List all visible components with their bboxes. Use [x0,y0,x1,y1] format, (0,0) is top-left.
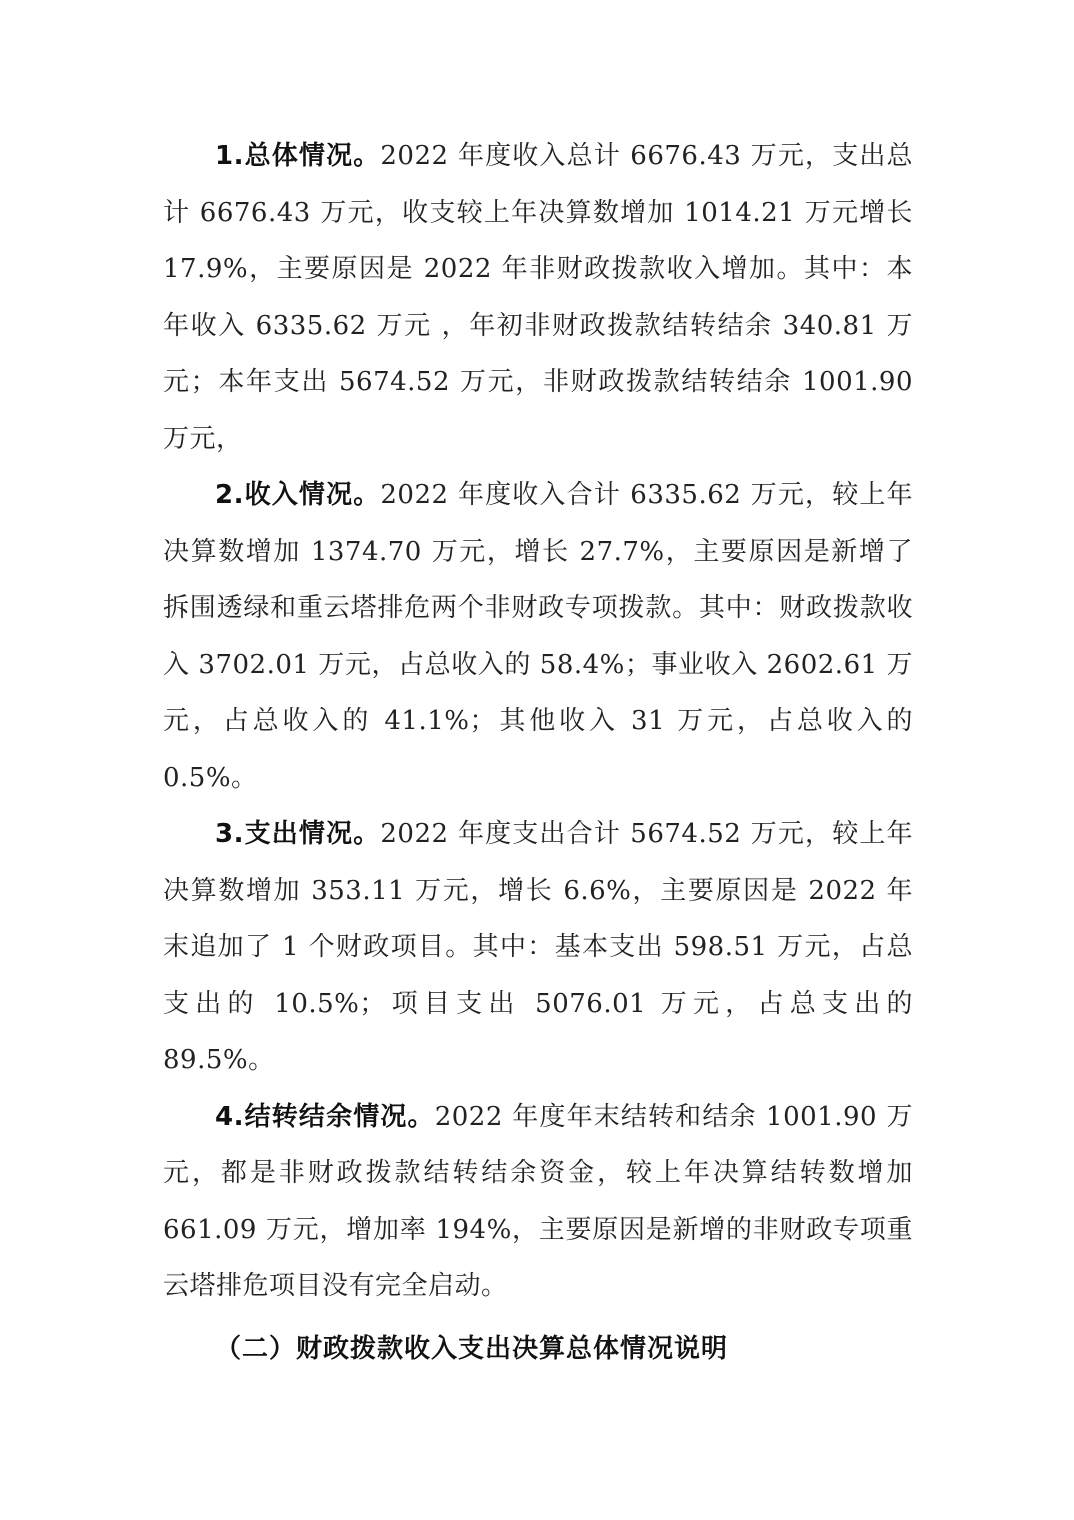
paragraph-overall [163,128,913,467]
paragraph-carryover [163,1089,913,1315]
paragraph-heading-expenditure: 3.支出情况。 [215,819,381,849]
paragraph-heading-overall: 1.总体情况。 [215,141,381,171]
paragraph-text-income: 2022 年度收入合计 6335.62 万元，较上年决算数增加 1374.70 万元，增长 27.7%，主要原因是新增了拆围透绿和重云塔排危两个非财政专项拨款。其中：财政拨款收入 3702.01 万元，占总收入的 58.4%；事业收入 2602.61 万元，占总收入的 41.1%；其他收入 31 万元，占总收入的 0.5%。 [163,480,914,793]
subsection-title: （二）财政拨款收入支出决算总体情况说明 [215,1333,729,1364]
paragraph-text-expenditure: 2022 年度支出合计 5674.52 万元，较上年决算数增加 353.11 万元，增长 6.6%，主要原因是 2022 年末追加了 1 个财政项目。其中：基本支出 598.51 万元，占总支出的 10.5%；项目支出 5076.01 万元，占总支出的 89.5%。 [163,819,914,1075]
paragraph-income [163,467,913,806]
paragraph-expenditure [163,806,913,1089]
document-body [163,128,913,1377]
paragraph-text-carryover: 2022 年度年末结转和结余 1001.90 万元，都是非财政拨款结转结余资金，较上年决算结转数增加 661.09 万元，增加率 194%，主要原因是新增的非财政专项重云塔排危项目没有完全启动。 [163,1101,913,1301]
paragraph-text-overall: 2022 年度收入总计 6676.43 万元，支出总计 6676.43 万元，收支较上年决算数增加 1014.21 万元增长 17.9%，主要原因是 2022 年非财政拨款收入增加。其中：本年收入 6335.62 万元 ，年初非财政拨款结转结余 340.81 万元；本年支出 5674.52 万元，非财政拨款结转结余 1001.90 万元， [163,141,914,454]
paragraph-heading-income: 2.收入情况。 [215,480,381,510]
paragraph-heading-carryover: 4.结转结余情况。 [215,1101,435,1132]
